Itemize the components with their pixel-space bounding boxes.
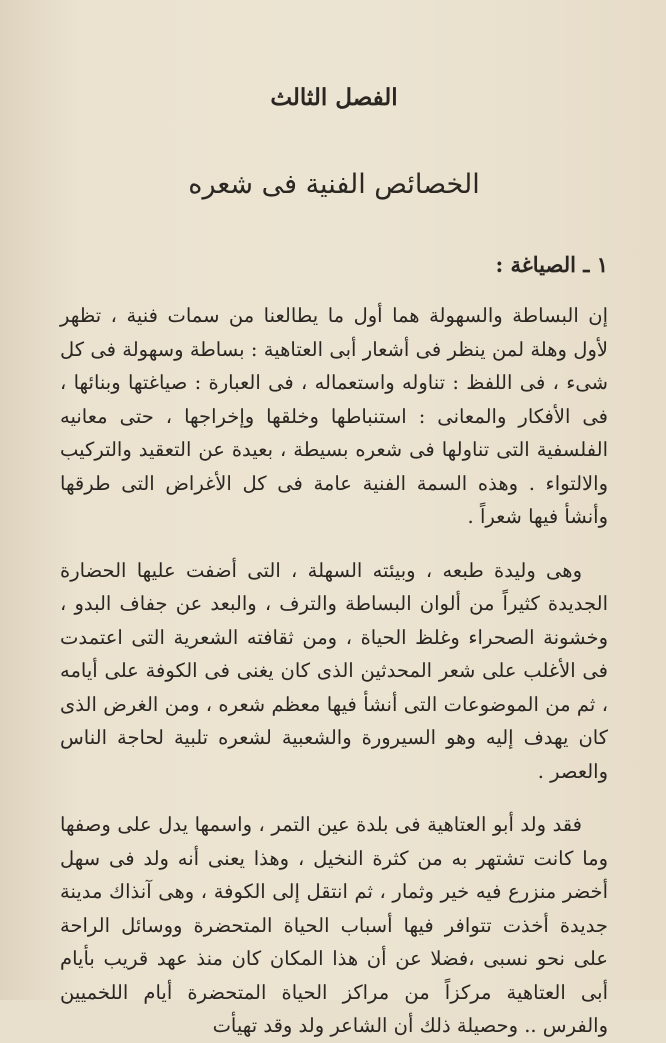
- body-paragraph: فقد ولد أبو العتاهية فى بلدة عين التمر ، واسمها يدل على وصفها وما كانت تشتهر به من كثرة النخيل ، وهذا يعنى أنه ولد فى سهل أخضر منزرع فيه خير وثمار ، ثم انتقل إلى الكوفة ، وهى آنذاك مدينة جديدة أخذت تتوافر فيها أسباب الحياة المتحضرة ووسائل الراحة على نحو نسبى ،فضلا عن أن هذا المكان كان منذ عهد قريب بأيام أبى العتاهية مركزاً من مراكز الحياة المتحضرة أيام اللخميين والفرس .. وحصيلة ذلك أن الشاعر ولد وقد تهيأت: [60, 813, 608, 1037]
- section-title: الخصائص الفنية فى شعره: [188, 169, 480, 200]
- body-paragraph: إن البساطة والسهولة هما أول ما يطالعنا من سمات فنية ، تظهر لأول وهلة لمن ينظر فى أشعار أبى العتاهية : بساطة وسهولة فى كل شىء ، فى اللفظ : تناوله واستعماله ، فى العبارة : صياغتها وبنائها ، فى الأفكار والمعانى : استنباطها وخلقها وإخراجها ، حتى معانيه الفلسفية التى تناولها فى شعره بسيطة ، بعيدة عن التعقيد والتركيب والالتواء . وهذه السمة الفنية عامة فى كل الأغراض التى طرقها وأنشأ فيها شعراً .: [60, 304, 608, 528]
- subsection-heading: ١ ـ الصياغة :: [495, 252, 608, 277]
- chapter-title: الفصل الثالث: [270, 84, 398, 111]
- body-paragraph: وهى وليدة طبعه ، وبيئته السهلة ، التى أضفت عليها الحضارة الجديدة كثيراً من ألوان البساطة والترف ، والبعد عن جفاف البدو ، وخشونة الصحراء وغلظ الحياة ، ومن ثقافته الشعرية التى اعتمدت فى الأغلب على شعر المحدثين الذى كان يغنى فى الكوفة على أيامه ، ثم من الموضوعات التى أنشأ فيها معظم شعره ، ومن الغرض الذى كان يهدف إليه وهو السيرورة والشعبية لشعره تلبية لحاجة الناس والعصر .: [60, 558, 608, 783]
